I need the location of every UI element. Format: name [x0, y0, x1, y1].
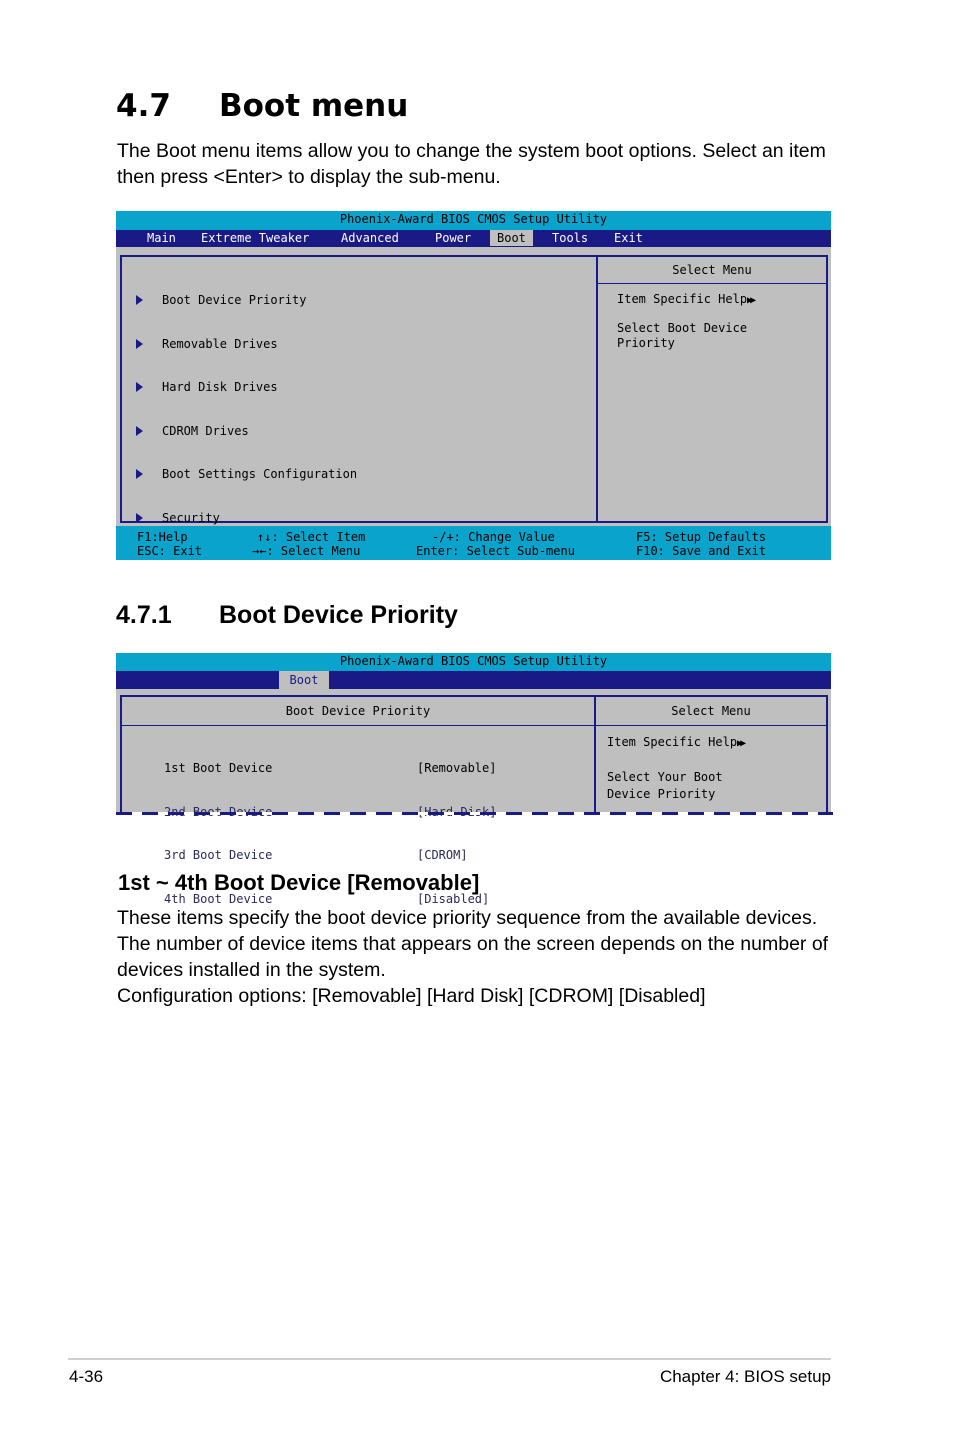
- boot-device-row-label[interactable]: 3rd Boot Device: [164, 848, 273, 862]
- bios-key-legend: [116, 526, 831, 560]
- key-f10-save-exit: F10: Save and Exit: [636, 544, 767, 558]
- triangle-right-icon: [136, 469, 143, 479]
- triangle-right-icon: [136, 339, 143, 349]
- key-f5-defaults: F5: Setup Defaults: [636, 530, 767, 544]
- help-item-specific: Item Specific Help▶▶: [607, 735, 744, 749]
- boot-device-row-value[interactable]: [CDROM]: [417, 848, 468, 862]
- key-enter-submenu: Enter: Select Sub-menu: [416, 544, 575, 558]
- help-text-line: Select Your Boot: [607, 770, 723, 784]
- bios-help-panel: [596, 255, 828, 523]
- intro-line: The Boot menu items allow you to change the system boot options. Select an item: [117, 140, 826, 162]
- subsection-number: 4.7.1: [116, 601, 172, 629]
- option-description: [117, 905, 828, 1009]
- double-arrow-icon: ▶▶: [747, 295, 754, 306]
- bios-item-boot-settings-configuration[interactable]: Boot Settings Configuration: [136, 467, 357, 482]
- boot-device-row-value[interactable]: [Disabled]: [417, 891, 490, 906]
- triangle-right-icon: [136, 295, 143, 305]
- bios-screen-boot-menu: [116, 211, 831, 560]
- bios-item-panel: [120, 255, 598, 523]
- boot-device-row-value[interactable]: [Removable]: [417, 761, 497, 775]
- bios-menu-exit[interactable]: Exit: [614, 231, 643, 245]
- help-text-line: Priority: [617, 336, 675, 350]
- section-title: Boot menu: [219, 88, 409, 124]
- bios-title-bar: Phoenix-Award BIOS CMOS Setup Utility: [116, 653, 831, 671]
- description-line: Configuration options: [Removable] [Hard Disk] [CDROM] [Disabled]: [117, 985, 706, 1007]
- double-arrow-icon: ▶▶: [737, 738, 744, 749]
- bios-menu-bar: [116, 230, 831, 247]
- description-line: devices installed in the system.: [117, 959, 386, 981]
- help-divider: [596, 725, 826, 726]
- page-number: 4-36: [69, 1367, 104, 1386]
- bios-item-cdrom-drives[interactable]: CDROM Drives: [136, 424, 357, 439]
- option-heading: 1st ~ 4th Boot Device [Removable]: [118, 870, 480, 895]
- section-heading: [116, 88, 408, 124]
- bios-menu-advanced[interactable]: Advanced: [341, 231, 399, 245]
- description-line: These items specify the boot device priority sequence from the available devices.: [117, 907, 818, 929]
- bios-menu-bar: [116, 671, 831, 689]
- section-number: 4.7: [116, 88, 171, 124]
- boot-device-row-label[interactable]: 4th Boot Device: [164, 891, 273, 906]
- key-f1-help: F1:Help: [137, 530, 188, 544]
- help-header: Select Menu: [671, 704, 751, 718]
- bios-menu-main[interactable]: Main: [147, 231, 176, 245]
- help-text-line: Select Boot Device: [617, 321, 748, 335]
- intro-paragraph: [117, 138, 826, 190]
- bios-item-removable-drives[interactable]: Removable Drives: [136, 337, 357, 352]
- footer-rule: [68, 1358, 831, 1360]
- triangle-right-icon: [136, 513, 143, 523]
- intro-line: then press <Enter> to display the sub-menu.: [117, 166, 501, 188]
- key-change-value: -/+: Change Value: [432, 530, 555, 544]
- key-esc-exit: ESC: Exit: [137, 544, 203, 558]
- bios-menu-boot[interactable]: Boot: [490, 230, 533, 246]
- bios-item-hard-disk-drives[interactable]: Hard Disk Drives: [136, 380, 357, 395]
- bios-title-bar: Phoenix-Award BIOS CMOS Setup Utility: [116, 211, 831, 230]
- chapter-title: Chapter 4: BIOS setup: [659, 1367, 831, 1386]
- panel-divider: [122, 725, 594, 726]
- subsection-heading: [116, 601, 458, 630]
- torn-edge: [116, 812, 833, 815]
- help-header: Select Menu: [672, 263, 752, 277]
- help-text-line: Device Priority: [607, 787, 716, 801]
- panel-header: Boot Device Priority: [285, 704, 431, 718]
- bios-help-panel: [594, 695, 828, 815]
- bios-menu-power[interactable]: Power: [435, 231, 472, 245]
- description-line: The number of device items that appears on the screen depends on the number of: [117, 933, 829, 955]
- boot-device-row-label[interactable]: 1st Boot Device: [164, 761, 273, 775]
- leftright-arrows-icon: →←: [252, 544, 267, 558]
- updown-arrows-icon: ↑↓: [257, 530, 272, 544]
- bios-menu-extreme-tweaker[interactable]: Extreme Tweaker: [201, 231, 310, 245]
- help-item-specific: Item Specific Help▶▶: [617, 292, 754, 306]
- triangle-right-icon: [136, 382, 143, 392]
- bios-menu-tools[interactable]: Tools: [552, 231, 589, 245]
- key-select-menu: →←: Select Menu: [252, 544, 361, 558]
- bios-item-list: [136, 264, 357, 554]
- bios-item-boot-device-priority[interactable]: Boot Device Priority: [136, 293, 357, 308]
- bios-item-security[interactable]: Security: [136, 511, 357, 526]
- key-select-item: ↑↓: Select Item: [257, 530, 366, 544]
- help-divider: [598, 283, 826, 284]
- bios-menu-boot[interactable]: Boot: [279, 671, 329, 689]
- triangle-right-icon: [136, 426, 143, 436]
- subsection-title: Boot Device Priority: [219, 601, 458, 629]
